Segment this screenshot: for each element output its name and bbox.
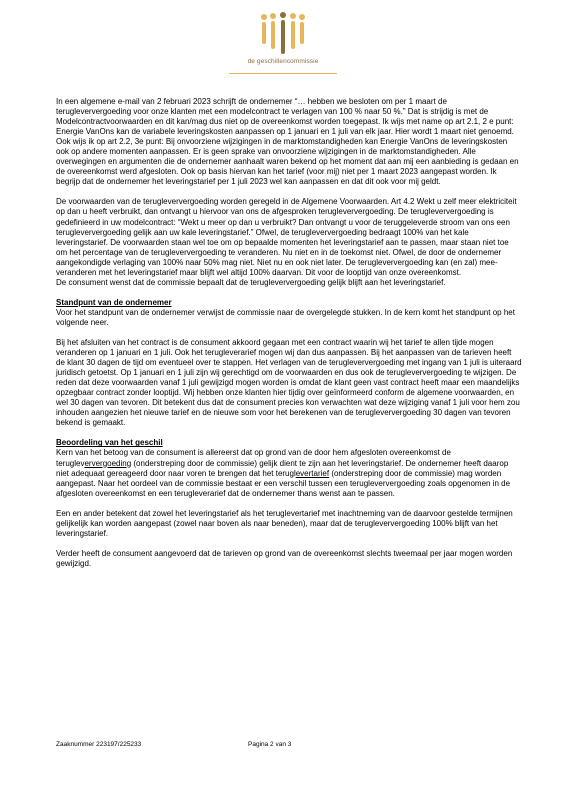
underlined-text: ervergoeding xyxy=(84,458,132,468)
paragraph xyxy=(56,448,522,498)
section-heading: Beoordeling van het geschil xyxy=(56,438,163,448)
paragraph: Een en ander betekent dat zowel het leveringstarief als het teruglevertarief met inachtneming van de daarvoor gestelde termijnen gelijkelijk kan worden aangepast (zowel naar boven als naar beneden), maar dat de terugleververgoeding 100% blijft van het leveringstarief. xyxy=(56,508,513,538)
paragraph: De voorwaarden van de terugleververgoeding worden geregeld in de Algemene Voorwaarden. Art 4.2 Wekt u zelf meer elektriciteit op dan u heeft verbruikt, dan ontvangt u hiervoor van ons de afgesproken terugleververgoeding. De terugleververgoeding is gedefinieerd in uw modelcontract: “Wekt u meer op dan u verbruikt? Dan ontvangt u voor de teruggeleverde stroom van ons een terugleververgoeding gelijk aan uw kale leveringstarief.” Ofwel, de terugleververgoeding bedraagt 100% van het kale leveringstarief. De voorwaarden staan wel toe om op bepaalde momenten het leveringstarief aan te passen, maar staan niet toe om het percentage van de terugleververgoeding te veranderen. Nu niet en in de toekomst niet. Ofwel, de door de ondernemer aangekondigde verlaging van 100% naar 50% mag niet. Niet nu en ook niet later. De terugleververgoeding kan (en zal) mee-veranderen met het leveringstarief maar blijft wel altijd 100% daarvan. Dit voor de looptijd van onze overeenkomst. xyxy=(56,197,517,277)
paragraph: De consument wenst dat de commissie bepaalt dat de terugleververgoeding gelijk blijft aan het leveringstarief. xyxy=(56,277,446,287)
paragraph: Bij het afsluiten van het contract is de consument akkoord gegaan met een contract waarin wij het tarief te allen tijde mogen veranderen op 1 januari en 1 juli. Ook het terugleverarief mogen wij dan dus aanpassen. Bij het aanpassen van de tarieven heeft de klant 30 dagen de tijd om eventueel over te stappen. Het verlagen van de terugleververgoeding met ingang van 1 juli is uiteraard juridisch getoetst. Op 1 januari en 1 juli zijn wij gerechtigd om de voorwaarden en dus ook de terugleververgoeding te wijzigen. De reden dat deze voorwaarden vanaf 1 juli gewijzigd mogen worden is omdat de klant geen vast contract heeft maar een maandelijks opzegbaar contract zonder looptijd. Wij hebben onze klanten hier tijdig over geïnformeerd conform de algemene voorwaarden, en wel 30 dagen van tevoren. Dit betekent dus dat de consument precies kon verwachten wat deze wijziging vanaf 1 juli voor hem zou inhouden aangezien het nieuwe tarief en de nieuwe som voor het berekenen van de terugleververgoeding 30 dagen van tevoren bekend is gemaakt. xyxy=(56,337,522,428)
page-number: Pagina 2 van 3 xyxy=(248,741,292,748)
document-body xyxy=(56,97,522,579)
text-span: (onderstreping door de commissie) gelijk dient te zijn aan het leveringstarief. De ondernemer heeft daarop niet adequaat gereageerd door naar voren te brengen dat het terugl xyxy=(56,458,509,478)
paragraph: Voor het standpunt van de ondernemer verwijst de commissie naar de overgelegde stukken. In de kern komt het standpunt op het volgende neer. xyxy=(56,307,515,327)
paragraph: Verder heeft de consument aangevoerd dat de tarieven op grond van de overeenkomst slechts tweemaal per jaar mogen worden gewijzigd. xyxy=(56,548,513,568)
section-heading: Standpunt van de ondernemer xyxy=(56,297,172,307)
logo-text: de geschillencommissie xyxy=(247,58,319,65)
text-span: (onderstreping door de commissie) mag worden aangepast. Naar het oordeel van de commissie bestaat er een verschil tussen een terugleververgoeding zoals opgenomen in de afgesloten overeenkomst en een terugleverarief dat de ondernemer thans wenst aan te passen. xyxy=(56,468,511,498)
paragraph: In een algemene e-mail van 2 februari 2023 schrijft de ondernemer “… hebben we besloten om per 1 maart de terugleververgoeding voor onze klanten met een modelcontract te verlagen van 100 % naar 50 %.” Dat is strijdig is met de Modelcontractvoorwaarden en dit kan/mag dus niet op de overeenkomst worden toegepast. Ik wijs met name op art 2.1, 2 e punt: Energie VanOns kan de variabele leveringskosten aanpassen op 1 januari en 1 juli van elk jaar. Hier wordt 1 maart niet genoemd. Ook wijs ik op art 2.2, 3e punt: Bij onvoorziene wijzigingen in de marktomstandigheden kan Energie VanOns de leveringskosten ook op andere momenten aanpassen. Er is geen sprake van onvoorziene wijzigingen in de marktomstandigheden. Alle overwegingen en argumenten die de ondernemer aanhaalt waren bekend op het moment dat aan mij een aanbieding is gedaan en de overeenkomst werd afgesloten. Ook op basis hiervan kan het tarief (voor mij) niet per 1 maart 2023 aangepast worden. Ik begrijp dat de ondernemer het leveringstarief per 1 juli 2023 wel kan aanpassen en dat dit ook voor mij geldt. xyxy=(56,97,519,187)
logo-icon xyxy=(258,12,308,56)
underlined-text: evertarief xyxy=(295,468,330,478)
text-span: Kern van het betoog van de consument is allereerst dat op grond van de door hem afgesloten overeenkomst de teruglev xyxy=(56,448,451,468)
header-divider xyxy=(229,73,337,74)
case-number: Zaaknummer 223197/225233 xyxy=(56,741,142,748)
